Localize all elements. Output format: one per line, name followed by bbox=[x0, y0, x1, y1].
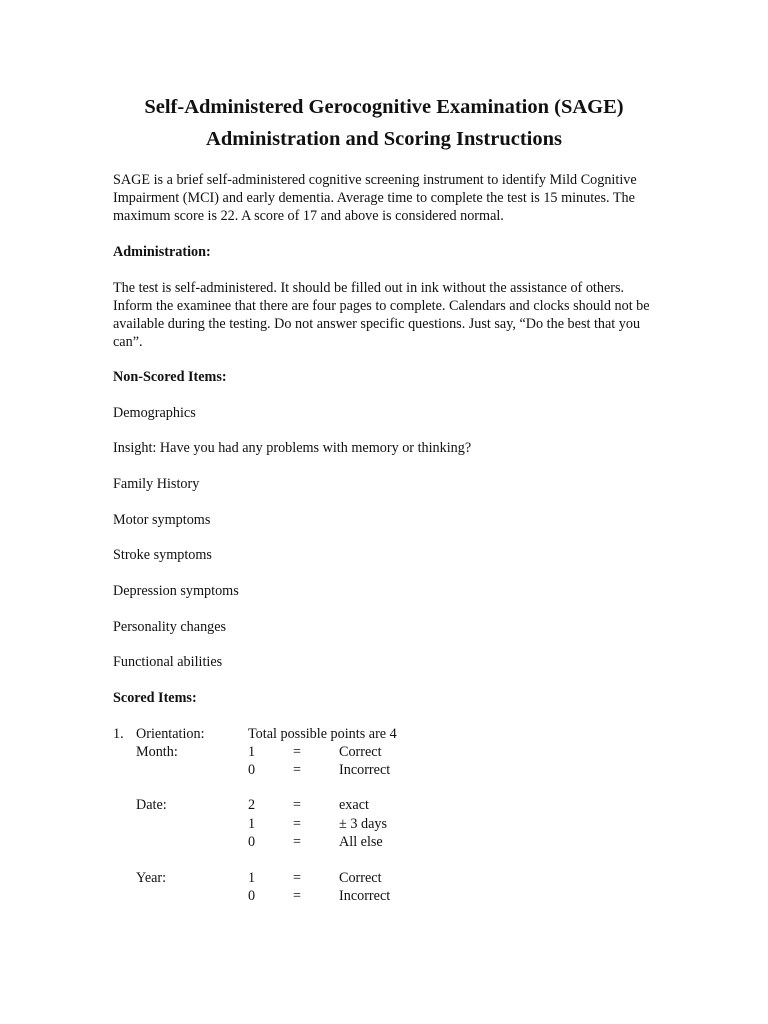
score-label: exact bbox=[339, 797, 369, 813]
score-equals: = bbox=[293, 744, 302, 760]
score-row-month-incorrect bbox=[0, 761, 768, 779]
scored-heading: Scored Items: bbox=[113, 690, 197, 706]
title-line-2: Administration and Scoring Instructions bbox=[206, 128, 562, 150]
non-scored-item-motor-symptoms: Motor symptoms bbox=[113, 512, 211, 528]
non-scored-item-demographics: Demographics bbox=[113, 405, 196, 421]
non-scored-item-stroke-symptoms: Stroke symptoms bbox=[113, 547, 212, 563]
score-points: 0 bbox=[248, 888, 256, 904]
score-label: Incorrect bbox=[339, 888, 391, 904]
score-row-date-3-days bbox=[0, 815, 768, 833]
non-scored-item-insight: Insight: Have you had any problems with memory or thinking? bbox=[113, 440, 472, 456]
score-equals: = bbox=[293, 797, 302, 813]
scored-item-total-points: Total possible points are 4 bbox=[248, 726, 397, 742]
title-line-1: Self-Administered Gerocognitive Examination (SAGE) bbox=[144, 96, 624, 118]
score-row-date-all-else bbox=[0, 833, 768, 851]
administration-paragraph: The test is self-administered. It should be filled out in ink without the assistance of others. Inform the examinee that there are four pages to complete. Calendars and clocks should not be available during the testing. Do not answer specific questions. Just say, “Do the best that you can”. bbox=[113, 280, 650, 350]
score-label: All else bbox=[339, 834, 383, 850]
document-title bbox=[0, 91, 768, 155]
score-group-name: Year: bbox=[136, 870, 167, 886]
administration-heading: Administration: bbox=[113, 244, 211, 260]
score-equals: = bbox=[293, 816, 302, 832]
score-row-year-incorrect bbox=[0, 887, 768, 905]
score-equals: = bbox=[293, 834, 302, 850]
non-scored-item-family-history: Family History bbox=[113, 476, 200, 492]
score-points: 1 bbox=[248, 816, 256, 832]
non-scored-item-depression-symptoms: Depression symptoms bbox=[113, 583, 239, 599]
scored-item-orientation bbox=[0, 725, 768, 743]
score-row-year-correct bbox=[0, 869, 768, 887]
non-scored-heading: Non-Scored Items: bbox=[113, 369, 227, 385]
non-scored-item-personality-changes: Personality changes bbox=[113, 619, 227, 635]
score-label: Correct bbox=[339, 870, 382, 886]
non-scored-item-functional-abilities: Functional abilities bbox=[113, 654, 223, 670]
score-equals: = bbox=[293, 762, 302, 778]
intro-paragraph: SAGE is a brief self-administered cognitive screening instrument to identify Mild Cognitive Impairment (MCI) and early dementia. Average time to complete the test is 15 minutes. The maximum score is 22. A score of 17 and above is considered normal. bbox=[113, 172, 637, 224]
scored-item-number: 1. bbox=[113, 726, 124, 742]
score-points: 0 bbox=[248, 762, 256, 778]
score-group-name: Date: bbox=[136, 797, 167, 813]
score-label: Incorrect bbox=[339, 762, 391, 778]
score-points: 1 bbox=[248, 870, 256, 886]
scored-item-name: Orientation: bbox=[136, 726, 205, 742]
score-group-name: Month: bbox=[136, 744, 178, 760]
score-points: 2 bbox=[248, 797, 256, 813]
score-row-date-exact bbox=[0, 796, 768, 814]
score-equals: = bbox=[293, 888, 302, 904]
score-label: ± 3 days bbox=[339, 816, 387, 832]
score-points: 1 bbox=[248, 744, 256, 760]
score-label: Correct bbox=[339, 744, 382, 760]
score-row-month-correct bbox=[0, 743, 768, 761]
score-points: 0 bbox=[248, 834, 256, 850]
score-equals: = bbox=[293, 870, 302, 886]
